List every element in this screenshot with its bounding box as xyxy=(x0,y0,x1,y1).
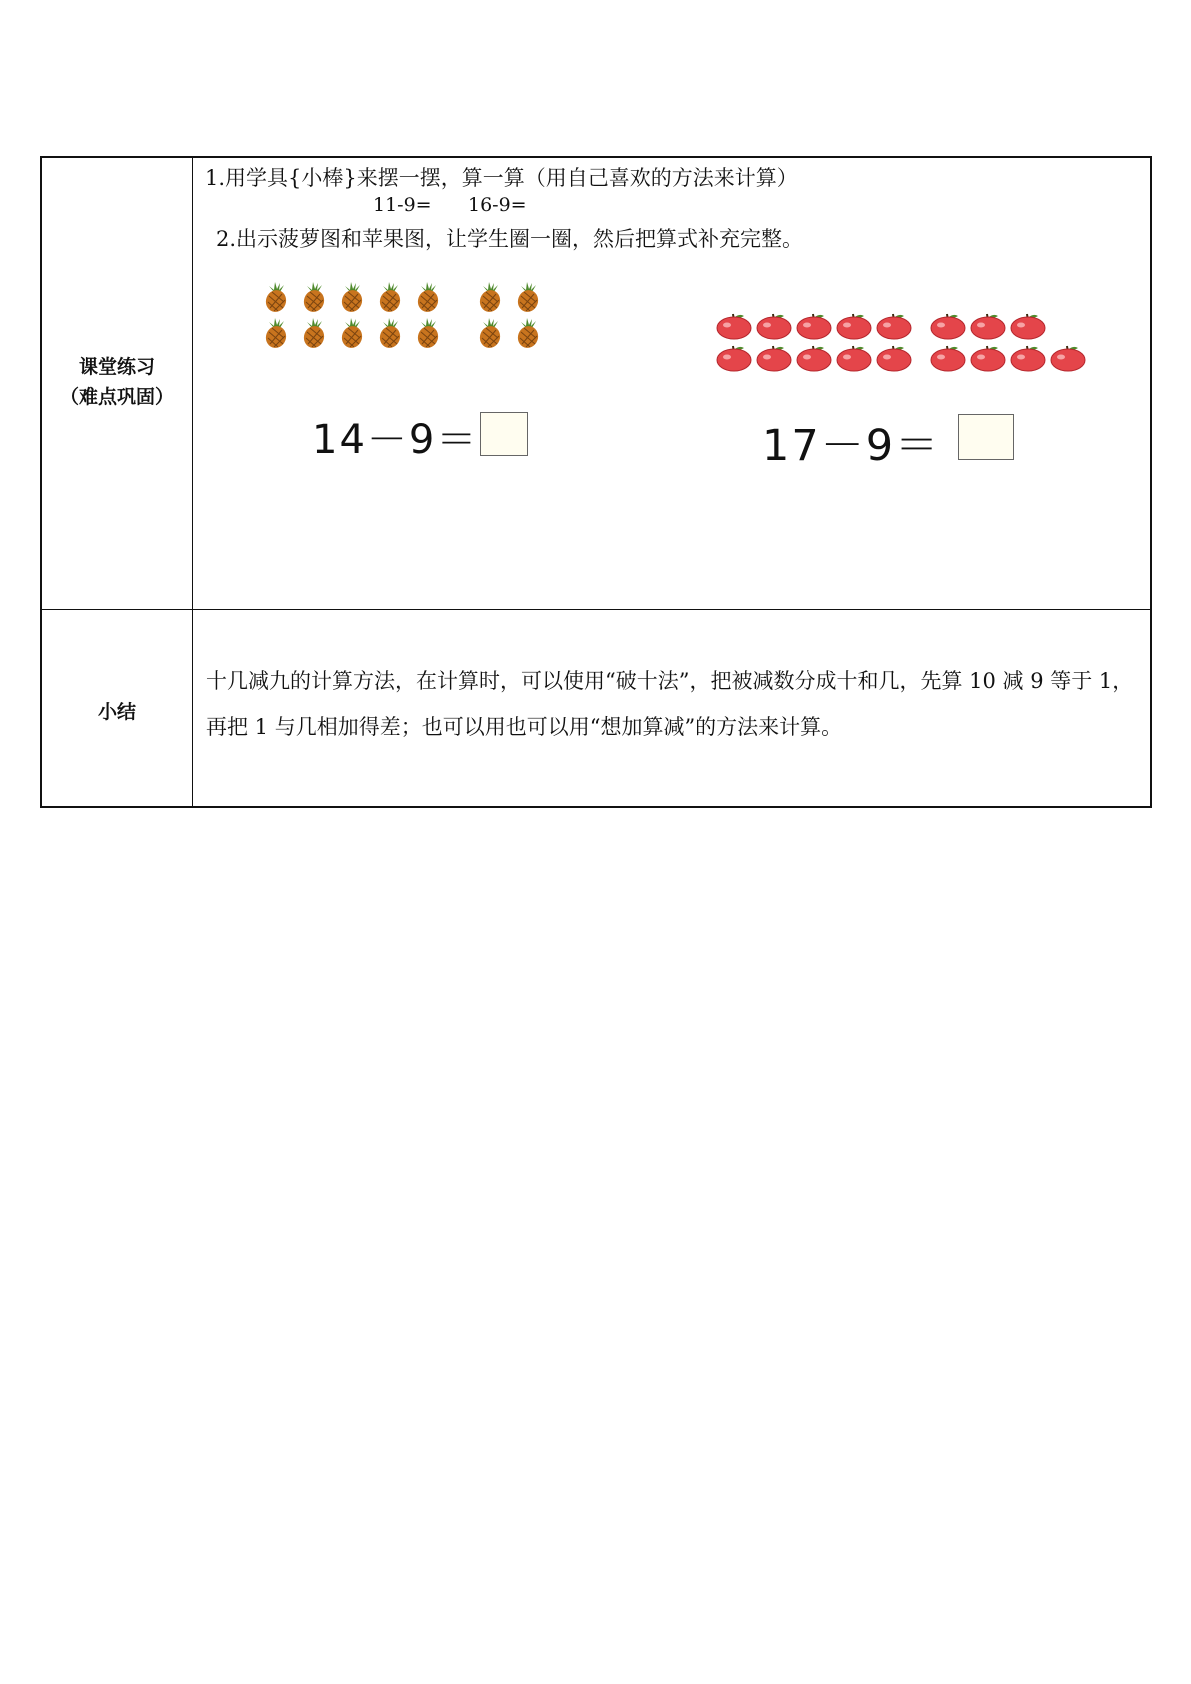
apple-icon xyxy=(717,346,751,371)
pineapple-icon xyxy=(264,318,289,351)
apple-icon xyxy=(931,314,965,339)
lesson-table xyxy=(40,156,1152,808)
pineapple-icon xyxy=(477,318,503,351)
row1-label-line2: （难点巩固） xyxy=(59,386,174,408)
pineapple-icon xyxy=(515,318,541,351)
pineapple-icon xyxy=(477,282,503,315)
pineapple-group xyxy=(264,280,554,352)
apple-icon xyxy=(757,346,791,371)
exercise-item-1: 1.用学具{小棒}来摆一摆，算一算（用自己喜欢的方法来计算） xyxy=(205,166,798,190)
apple-icon xyxy=(717,314,751,339)
pineapple-row-2 xyxy=(264,318,541,351)
answer-box-apple[interactable] xyxy=(958,414,1014,460)
exercise-expr-1: 11-9= xyxy=(373,194,432,216)
pineapple-icon xyxy=(301,318,327,351)
row2-label: 小结 xyxy=(97,701,136,723)
summary-text: 十几减九的计算方法，在计算时，可以使用“破十法”，把被减数分成十和几，先算 10 减 9 等于 1，再把 1 与几相加得差；也可以用也可以用“想加算减”的方法来计算。 xyxy=(206,669,1134,739)
pineapple-icon xyxy=(515,282,541,315)
equation-pineapple: 14－9＝ xyxy=(312,417,479,463)
apple-row-2 xyxy=(717,346,1085,371)
apple-group xyxy=(716,310,1094,376)
apple-icon xyxy=(1011,346,1045,371)
pineapple-icon xyxy=(377,282,403,315)
answer-box-pineapple[interactable] xyxy=(480,412,528,456)
apple-icon xyxy=(837,346,871,371)
apple-icon xyxy=(931,346,965,371)
exercise-expr-2: 16-9= xyxy=(468,194,527,216)
apple-icon xyxy=(877,314,911,339)
apple-icon xyxy=(1011,314,1045,339)
apple-icon xyxy=(971,346,1005,371)
pineapple-icon xyxy=(415,282,441,315)
apple-icon xyxy=(877,346,911,371)
apple-icon xyxy=(971,314,1005,339)
exercise-item-2: 2.出示菠萝图和苹果图，让学生圈一圈，然后把算式补充完整。 xyxy=(216,227,804,251)
row1-label-line1: 课堂练习 xyxy=(78,356,155,378)
apple-icon xyxy=(757,314,791,339)
column-divider xyxy=(192,158,193,806)
apple-icon xyxy=(837,314,871,339)
pineapple-icon xyxy=(415,318,441,351)
apple-icon xyxy=(797,314,831,339)
pineapple-row-1 xyxy=(264,282,541,315)
row-divider xyxy=(42,609,1150,610)
pineapple-icon xyxy=(339,318,365,351)
pineapple-icon xyxy=(339,282,365,315)
apple-row-1 xyxy=(717,314,1045,339)
row1-label xyxy=(42,352,192,412)
pineapple-icon xyxy=(264,282,289,315)
pineapple-icon xyxy=(301,282,327,315)
apple-icon xyxy=(797,346,831,371)
equation-apple: 17－9＝ xyxy=(762,421,941,471)
pineapple-icon xyxy=(377,318,403,351)
apple-icon xyxy=(1051,346,1085,371)
